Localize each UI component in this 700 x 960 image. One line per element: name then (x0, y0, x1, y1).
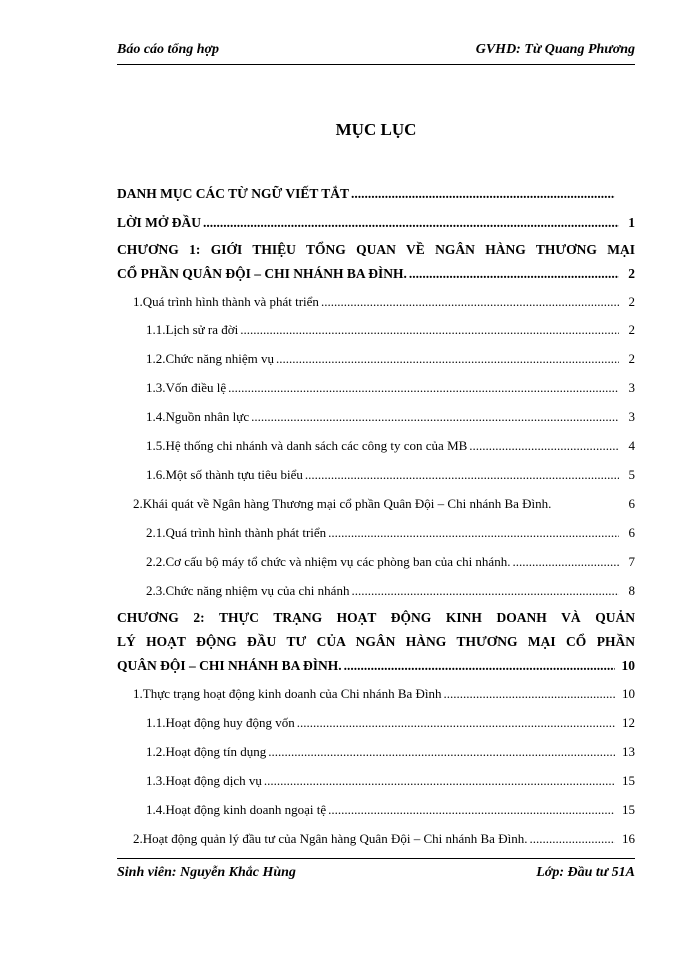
toc-entry-c2-s1-4[interactable] (146, 801, 635, 819)
leader-dots (305, 466, 619, 484)
footer-left: Sinh viên: Nguyễn Khắc Hùng (117, 865, 296, 880)
chapter-2-line-1: CHƯƠNG 2: THỰC TRẠNG HOẠT ĐỘNG KINH DOANH VÀ QUẢN (117, 610, 635, 625)
toc-page: 6 (628, 496, 635, 511)
leader-dots (228, 379, 619, 397)
toc-entry-c2-s2[interactable] (133, 830, 635, 848)
chapter-2-line-3: QUÂN ĐỘI – CHI NHÁNH BA ĐÌNH. (117, 658, 342, 673)
toc-entry-chapter-1[interactable] (117, 238, 635, 262)
toc-entry-c2-s1-3[interactable] (146, 772, 635, 790)
toc-label: 1.Thực trạng hoạt động kinh doanh của Chi nhánh Ba Đình (133, 686, 442, 701)
leader-dots (344, 657, 615, 675)
toc-page: 3 (628, 380, 635, 395)
toc-entry-s2-2[interactable] (146, 553, 635, 571)
toc-page: 4 (628, 438, 635, 453)
toc-label: 1.3.Hoạt động dịch vụ (146, 773, 262, 788)
header-left: Báo cáo tổng hợp (117, 42, 220, 57)
toc-entry-s1[interactable] (133, 293, 635, 311)
toc-page: 2 (628, 266, 635, 281)
toc-label: 1.2.Chức năng nhiệm vụ (146, 351, 275, 366)
leader-dots (203, 214, 619, 232)
leader-dots (512, 553, 619, 571)
toc-entry-chapter-2-end[interactable] (117, 657, 635, 675)
toc-entry-chapter-2[interactable] (117, 606, 635, 654)
toc-entry-abbrev[interactable] (117, 185, 617, 203)
toc-entry-s1-2[interactable] (146, 350, 635, 368)
toc-entry-c2-s1-2[interactable] (146, 743, 635, 761)
toc-label: 2.Hoạt động quản lý đầu tư của Ngân hàng Quân Đội – Chi nhánh Ba Đình. (133, 831, 528, 846)
toc-entry-s2-3[interactable] (146, 582, 635, 600)
chapter-2-line-2: LÝ HOẠT ĐỘNG ĐẦU TƯ CỦA NGÂN HÀNG THƯƠNG MẠI CỔ PHẦN (117, 634, 635, 649)
leader-dots (297, 714, 615, 732)
toc-label: 1.4.Nguồn nhân lực (146, 409, 250, 424)
toc-page: 10 (622, 686, 635, 701)
leader-dots (409, 265, 619, 283)
leader-dots (351, 185, 615, 203)
toc-label: 1.6.Một số thành tựu tiêu biểu (146, 467, 303, 482)
leader-dots (328, 524, 619, 542)
toc-label: DANH MỤC CÁC TỪ NGỮ VIẾT TẮT (117, 186, 350, 201)
toc-page: 13 (622, 744, 635, 759)
toc-label: 1.1.Hoạt động huy động vốn (146, 715, 295, 730)
toc-label: 2.3.Chức năng nhiệm vụ của chi nhánh (146, 583, 350, 598)
toc-entry-s1-3[interactable] (146, 379, 635, 397)
page-header (117, 40, 635, 65)
leader-dots (469, 437, 619, 455)
toc-entry-s1-4[interactable] (146, 408, 635, 426)
toc-page: 2 (628, 294, 635, 309)
toc-entry-s1-6[interactable] (146, 466, 635, 484)
toc-label: 1.1.Lịch sử ra đời (146, 322, 239, 337)
toc-label: 1.3.Vốn điều lệ (146, 380, 227, 395)
toc-entry-chapter-1-end[interactable] (117, 265, 635, 283)
leader-dots (264, 772, 615, 790)
toc-page: 16 (622, 831, 635, 846)
chapter-1-line-2: CỔ PHẦN QUÂN ĐỘI – CHI NHÁNH BA ĐÌNH. (117, 266, 407, 281)
leader-dots (268, 743, 615, 761)
leader-dots (351, 582, 619, 600)
toc-page: 6 (628, 525, 635, 540)
page-footer (117, 858, 635, 885)
toc-page: 2 (628, 322, 635, 337)
chapter-1-line-1: CHƯƠNG 1: GIỚI THIỆU TỔNG QUAN VỀ NGÂN HÀNG THƯƠNG MẠI (117, 242, 635, 257)
toc-page: 15 (622, 773, 635, 788)
toc-label: 1.4.Hoạt động kinh doanh ngoại tệ (146, 802, 327, 817)
leader-dots (240, 321, 619, 339)
toc-entry-s1-1[interactable] (146, 321, 635, 339)
leader-dots (321, 293, 619, 311)
toc-label: LỜI MỞ ĐẦU (117, 215, 201, 230)
footer-right: Lớp: Đầu tư 51A (536, 865, 635, 880)
toc-page: 5 (628, 467, 635, 482)
leader-dots (276, 350, 619, 368)
page-title: MỤC LỤC (335, 120, 417, 139)
toc-entry-c2-s1-1[interactable] (146, 714, 635, 732)
toc-label: 1.Quá trình hình thành và phát triển (133, 294, 319, 309)
leader-dots (444, 685, 615, 703)
toc-entry-intro[interactable] (117, 214, 635, 232)
toc-entry-c2-s1[interactable] (133, 685, 635, 703)
toc-entry-s2[interactable] (133, 495, 635, 513)
toc-entry-s1-5[interactable] (146, 437, 635, 455)
toc-page: 3 (628, 409, 635, 424)
toc-label: 1.5.Hệ thống chi nhánh và danh sách các công ty con của MB (146, 438, 468, 453)
leader-dots (529, 830, 615, 848)
toc-page: 1 (628, 215, 635, 230)
toc-page: 2 (628, 351, 635, 366)
toc-page: 12 (622, 715, 635, 730)
toc-label: 2.2.Cơ cấu bộ máy tổ chức và nhiệm vụ các phòng ban của chi nhánh. (146, 554, 511, 569)
toc-page: 7 (628, 554, 635, 569)
toc-label: 1.2.Hoạt động tín dụng (146, 744, 267, 759)
toc-label: 2.1.Quá trình hình thành phát triển (146, 525, 327, 540)
toc-page: 15 (622, 802, 635, 817)
toc-entry-s2-1[interactable] (146, 524, 635, 542)
leader-dots (328, 801, 615, 819)
toc-page: 10 (621, 658, 635, 673)
toc-label: 2.Khái quát về Ngân hàng Thương mại cổ phần Quân Đội – Chi nhánh Ba Đình. (133, 496, 552, 511)
header-right: GVHD: Từ Quang Phương (475, 42, 635, 57)
leader-dots (251, 408, 619, 426)
toc-page: 8 (628, 583, 635, 598)
